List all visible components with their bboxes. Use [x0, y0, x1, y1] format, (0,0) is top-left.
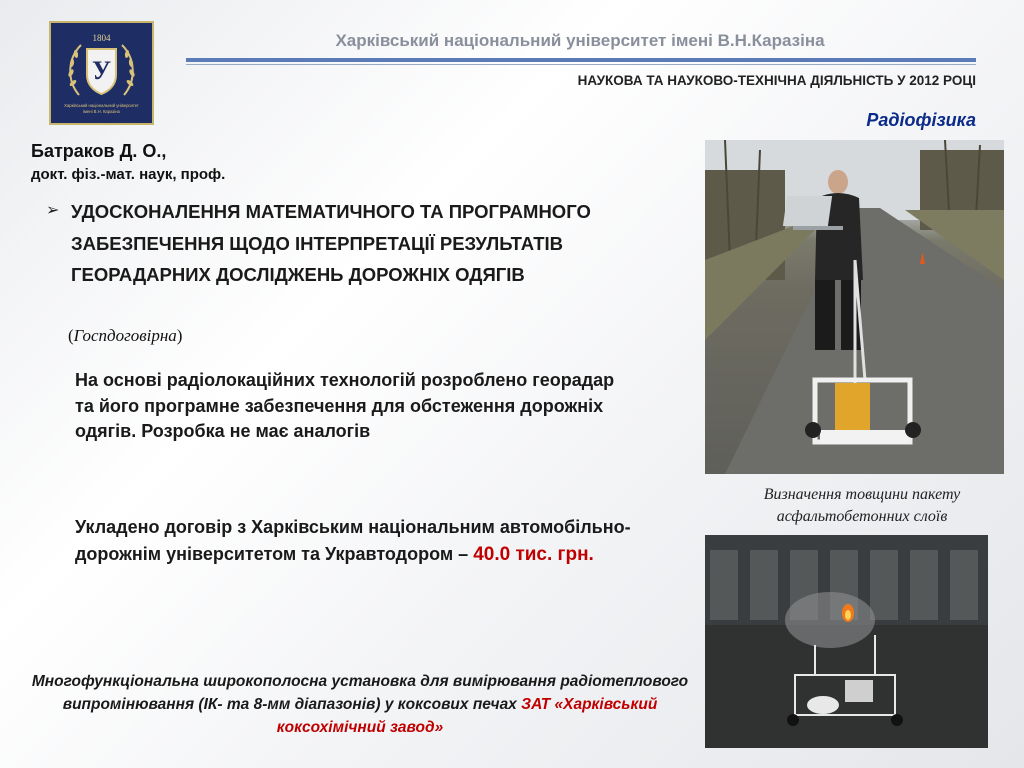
logo-text-line1: Харківський національний університет — [64, 103, 139, 108]
university-logo — [49, 21, 154, 125]
logo-letter: У — [91, 56, 112, 85]
author-name: Батраков Д. О., — [31, 141, 167, 161]
arrow-bullet-icon: ➢ — [46, 200, 60, 219]
contract-paragraph — [75, 514, 635, 568]
project-title: УДОСКОНАЛЕННЯ МАТЕМАТИЧНОГО ТА ПРОГРАМНОГО ЗАБЕЗПЕЧЕННЯ ЩОДО ІНТЕРПРЕТАЦІЇ РЕЗУЛЬТАТІВ ГЕОРАДАРНИХ ДОСЛІДЖЕНЬ ДОРОЖНІХ ОДЯГІВ — [71, 201, 591, 285]
report-subtitle: НАУКОВА ТА НАУКОВО-ТЕХНІЧНА ДІЯЛЬНІСТЬ У 2012 РОЦІ — [577, 73, 976, 88]
plant-name: ЗАТ «Харківський коксохімічний завод» — [276, 696, 658, 736]
georadar-road-photo — [705, 140, 1004, 474]
logo-text-line2: імені В.Н. Каразіна — [83, 109, 120, 114]
header-divider — [186, 58, 976, 62]
university-title: Харківський національний університет імені В.Н.Каразіна — [335, 31, 825, 50]
header-divider-thin — [186, 64, 976, 65]
photo-caption: Визначення товщини пакету асфальтобетонних слоїв — [763, 486, 961, 525]
contract-type-open: ( — [68, 326, 74, 345]
author-degree: докт. фіз.-мат. наук, проф. — [31, 166, 226, 183]
contract-type — [68, 326, 182, 346]
description-paragraph: На основі радіолокаційних технологій розроблено георадар та його програмне забезпечення для обстеження дорожніх одягів. Розробка не має аналогів — [75, 370, 615, 441]
section-title: Радіофізика — [866, 110, 976, 130]
contract-amount: 40.0 тис. грн. — [473, 544, 594, 565]
coke-oven-photo — [705, 535, 988, 748]
logo-year: 1804 — [92, 33, 111, 43]
coke-oven-caption-text: Многофункціональна широкополосна установка для вимірювання радіотеплового випромінювання (ІК- та 8-мм діапазонів) у коксових печах — [31, 673, 689, 713]
contract-type-close: ) — [176, 326, 183, 345]
coke-oven-caption — [20, 670, 700, 739]
contract-type-label: Госпдоговірна — [73, 326, 177, 345]
contract-text: Укладено договір з Харківським національним автомобільно-дорожнім університетом та Укравтодором – — [75, 517, 631, 564]
